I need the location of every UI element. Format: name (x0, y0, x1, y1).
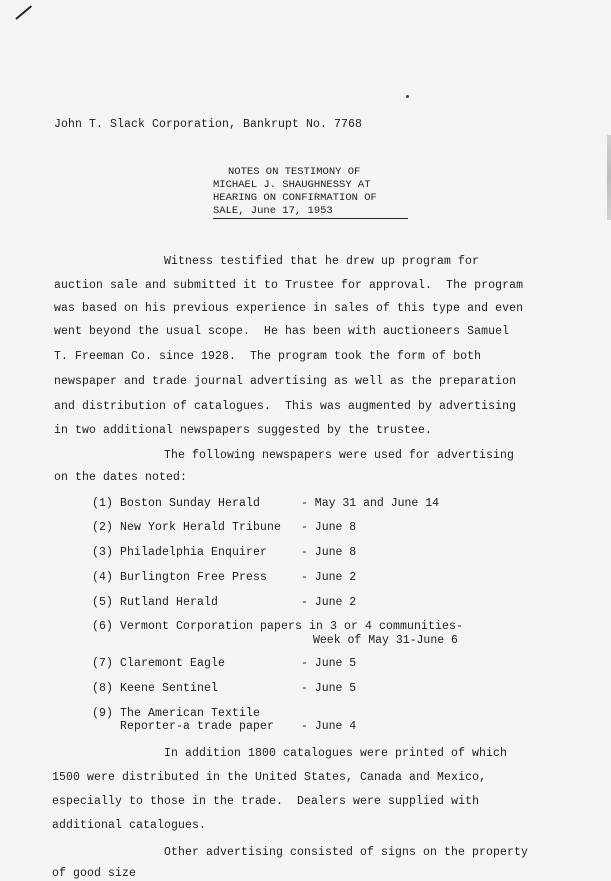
list-item: (7) Claremont Eagle (92, 657, 226, 670)
list-item: (8) Keene Sentinel (92, 682, 219, 695)
para3-line-3: especially to those in the trade. Dealers were supplied with (52, 795, 480, 808)
list-date: - June 5 (301, 657, 357, 670)
heading-line-2: MICHAEL J. SHAUGHNESSY AT (213, 179, 371, 191)
para1-line-5: T. Freeman Co. since 1928. The program took the form of both (54, 350, 482, 363)
list-item: (6) Vermont Corporation papers in 3 or 4 communities- (92, 620, 464, 633)
list-date: - June 5 (301, 682, 357, 695)
para3-line-4: additional catalogues. (52, 819, 207, 832)
list-item: (3) Philadelphia Enquirer (92, 546, 268, 559)
para2-line-2: on the dates noted: (54, 471, 188, 484)
para1-line-6: newspaper and trade journal advertising as well as the preparation (54, 375, 517, 388)
para4-line-1: Other advertising consisted of signs on the property (164, 846, 529, 859)
list-item-cont: Reporter-a trade paper (120, 720, 275, 733)
list-item: (1) Boston Sunday Herald (92, 497, 261, 510)
case-line: John T. Slack Corporation, Bankrupt No. 7768 (54, 118, 363, 131)
pen-mark (15, 5, 32, 19)
para4-line-2: of good size (52, 867, 137, 880)
scan-edge-shadow (607, 135, 611, 220)
list-item: (2) New York Herald Tribune (92, 521, 282, 534)
para1-line-4: went beyond the usual scope. He has been with auctioneers Samuel (54, 325, 510, 338)
list-date: Week of May 31-June 6 (313, 634, 458, 647)
list-date: - June 4 (301, 720, 357, 733)
para2-line-1: The following newspapers were used for advertising (164, 449, 515, 462)
list-item: (4) Burlington Free Press (92, 571, 268, 584)
heading-underline (213, 218, 408, 219)
list-date: - May 31 and June 14 (301, 497, 440, 510)
ink-dot (406, 95, 409, 98)
heading-line-3: HEARING ON CONFIRMATION OF (213, 192, 377, 204)
para3-line-2: 1500 were distributed in the United States, Canada and Mexico, (52, 771, 487, 784)
list-item: (9) The American Textile (92, 707, 261, 720)
list-date: - June 8 (301, 521, 357, 534)
list-date: - June 2 (301, 596, 357, 609)
para1-line-8: in two additional newspapers suggested by the trustee. (54, 424, 433, 437)
heading-line-1: NOTES ON TESTIMONY OF (228, 166, 361, 178)
list-date: - June 2 (301, 571, 357, 584)
para1-line-2: auction sale and submitted it to Trustee for approval. The program (54, 279, 524, 292)
para1-line-3: was based on his previous experience in sales of this type and even (54, 302, 524, 315)
para1-line-7: and distribution of catalogues. This was augmented by advertising (54, 400, 517, 413)
list-item: (5) Rutland Herald (92, 596, 219, 609)
para1-line-1: Witness testified that he drew up program for (164, 255, 480, 268)
list-date: - June 8 (301, 546, 357, 559)
heading-line-4: SALE, June 17, 1953 (213, 205, 333, 217)
para3-line-1: In addition 1800 catalogues were printed of which (164, 747, 508, 760)
